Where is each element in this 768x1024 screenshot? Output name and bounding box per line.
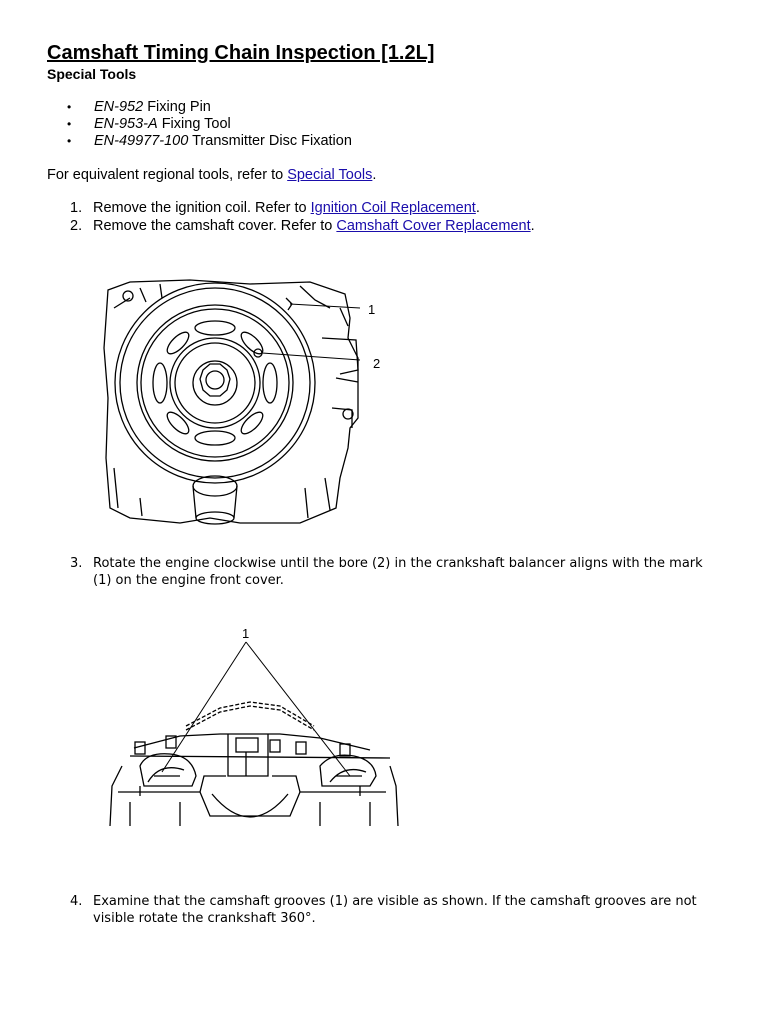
step-number: 2. — [70, 218, 83, 234]
period: . — [372, 167, 377, 183]
tool-desc: Transmitter Disc Fixation — [192, 133, 352, 149]
list-item — [47, 133, 352, 150]
step-number: 1. — [70, 200, 83, 216]
camshaft-grooves-figure — [100, 626, 400, 846]
camshaft-cover-replacement-link[interactable]: Camshaft Cover Replacement — [336, 218, 531, 234]
regional-text: For equivalent regional tools, refer to — [47, 167, 284, 183]
step-text: Remove the camshaft cover. Refer to — [93, 218, 333, 234]
step-3 — [70, 555, 710, 589]
step-number: 3. — [70, 556, 83, 571]
step-text: Remove the ignition coil. Refer to — [93, 200, 307, 216]
tool-code: EN-953-A — [94, 116, 158, 132]
crankshaft-balancer-figure — [100, 278, 390, 530]
special-tools-heading: Special Tools — [47, 66, 137, 82]
period: . — [475, 200, 480, 216]
step-number: 4. — [70, 894, 83, 909]
special-tools-link[interactable]: Special Tools — [287, 167, 373, 183]
callout-1: 1 — [368, 302, 376, 317]
list-item — [47, 99, 352, 116]
step-4 — [70, 893, 710, 927]
callout-1: 1 — [242, 626, 250, 641]
tool-desc: Fixing Tool — [161, 116, 231, 132]
step-text: Rotate the engine clockwise until the bore (2) in the crankshaft balancer aligns with the mark (1) on the engine front cover. — [93, 556, 703, 588]
regional-tools-paragraph — [47, 167, 376, 183]
ignition-coil-replacement-link[interactable]: Ignition Coil Replacement — [310, 200, 476, 216]
page-title: Camshaft Timing Chain Inspection [1.2L] — [47, 42, 435, 64]
tool-desc: Fixing Pin — [147, 99, 211, 115]
step-text: Examine that the camshaft grooves (1) are visible as shown. If the camshaft grooves are not visible rotate the crankshaft 360°. — [93, 894, 697, 926]
period: . — [530, 218, 535, 234]
tool-code: EN-49977-100 — [94, 133, 189, 149]
tool-code: EN-952 — [94, 99, 144, 115]
callout-2: 2 — [373, 356, 381, 371]
tools-list — [47, 99, 352, 150]
list-item — [47, 116, 352, 133]
